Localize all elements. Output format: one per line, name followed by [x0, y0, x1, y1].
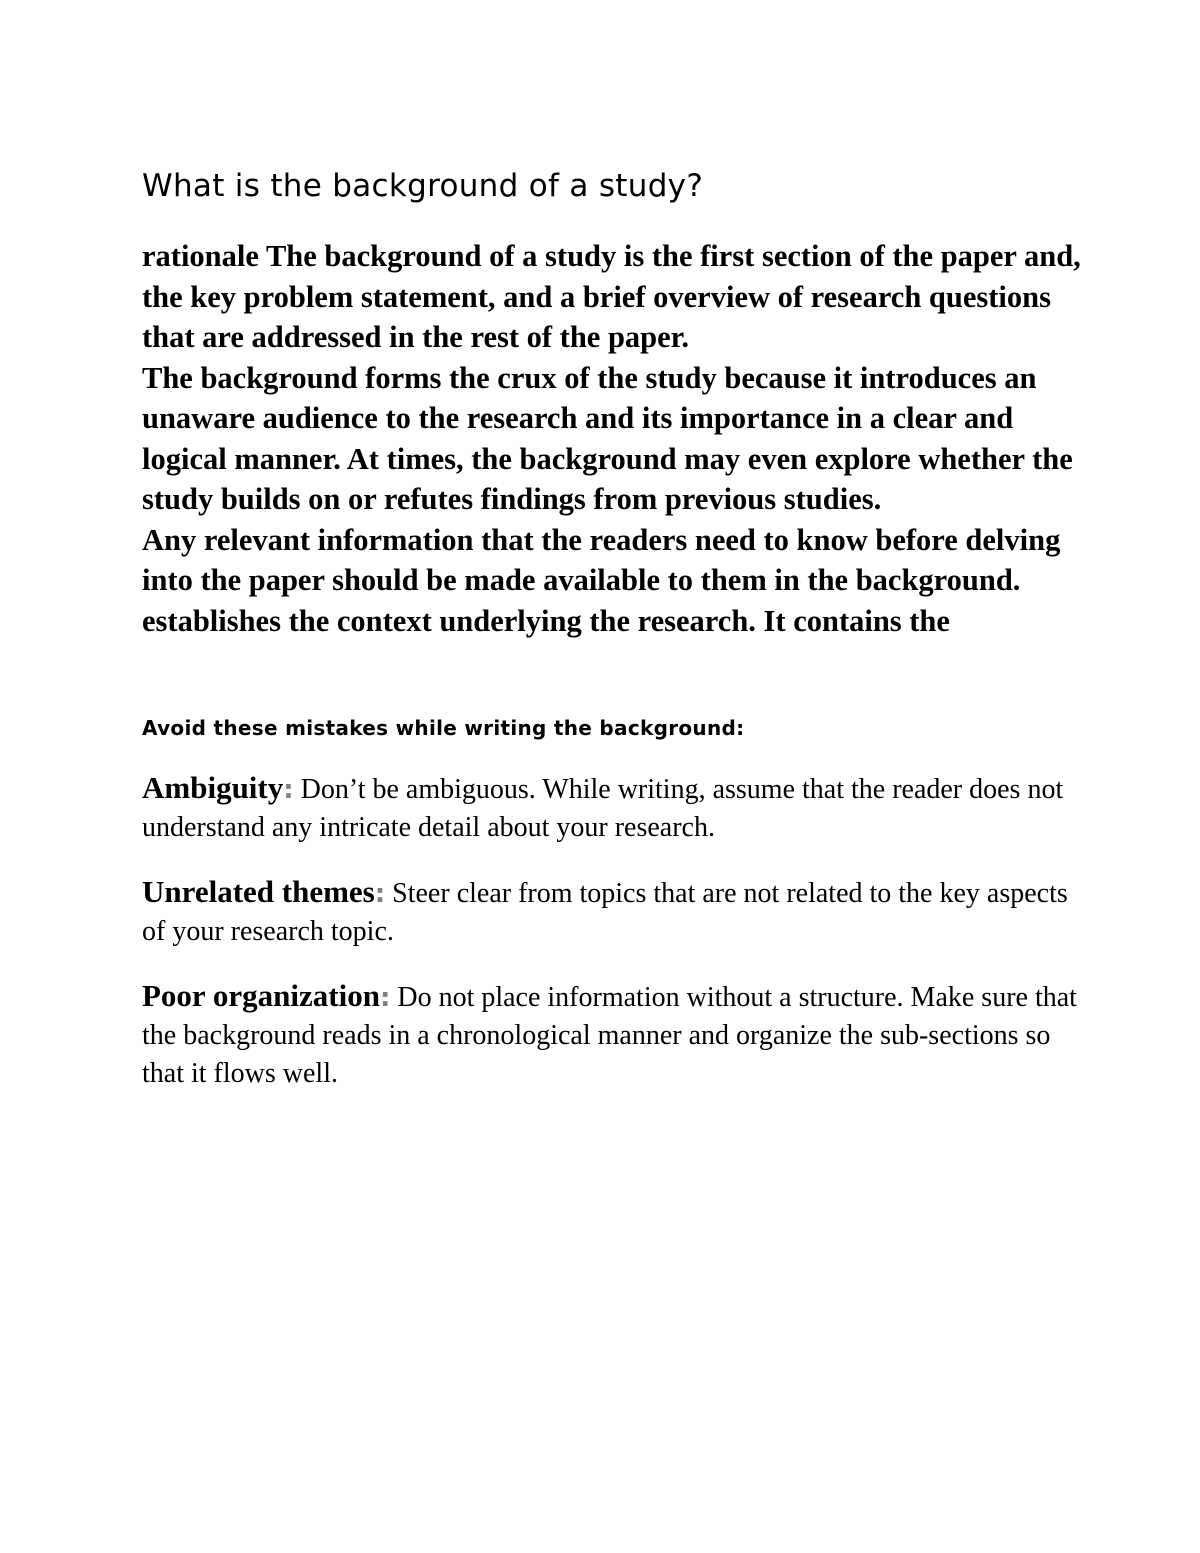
mistake-term: Poor organization [142, 978, 380, 1013]
mistake-term: Unrelated themes [142, 874, 375, 909]
mistake-description: Do not place information without a structure. Make sure that the background reads in a chronological manner and organize the sub-sections so that it flows well. [142, 982, 1077, 1089]
paragraph-relevant-info: Any relevant information that the readers need to know before delving into the paper should be made available to them in the background. establishes the context underlying the research. It contains the [142, 522, 1061, 638]
document-title: What is the background of a study? [142, 168, 704, 204]
mistake-colon: : [379, 983, 391, 1013]
background-body [142, 236, 1082, 641]
mistakes-heading: Avoid these mistakes while writing the background: [142, 716, 745, 740]
document-page [142, 160, 1082, 1093]
mistake-description: Don’t be ambiguous. While writing, assume that the reader does not understand any intricate detail about your research. [142, 774, 1064, 843]
paragraph-crux: The background forms the crux of the study because it introduces an unaware audience to the research and its importance in a clear and logical manner. At times, the background may even explore whether the study builds on or refutes findings from previous studies. [142, 360, 1073, 516]
mistake-ambiguity [142, 769, 1082, 847]
mistake-poor-organization [142, 977, 1082, 1093]
paragraph-rationale: rationale The background of a study is the first section of the paper and, the key problem statement, and a brief overview of research questions that are addressed in the rest of the paper. [142, 239, 1081, 354]
mistake-description: Steer clear from topics that are not related to the key aspects of your research topic. [142, 878, 1068, 947]
mistake-term: Ambiguity [142, 770, 284, 805]
mistake-colon: : [283, 775, 294, 805]
mistake-colon: : [374, 879, 386, 909]
mistake-unrelated-themes [142, 873, 1082, 951]
